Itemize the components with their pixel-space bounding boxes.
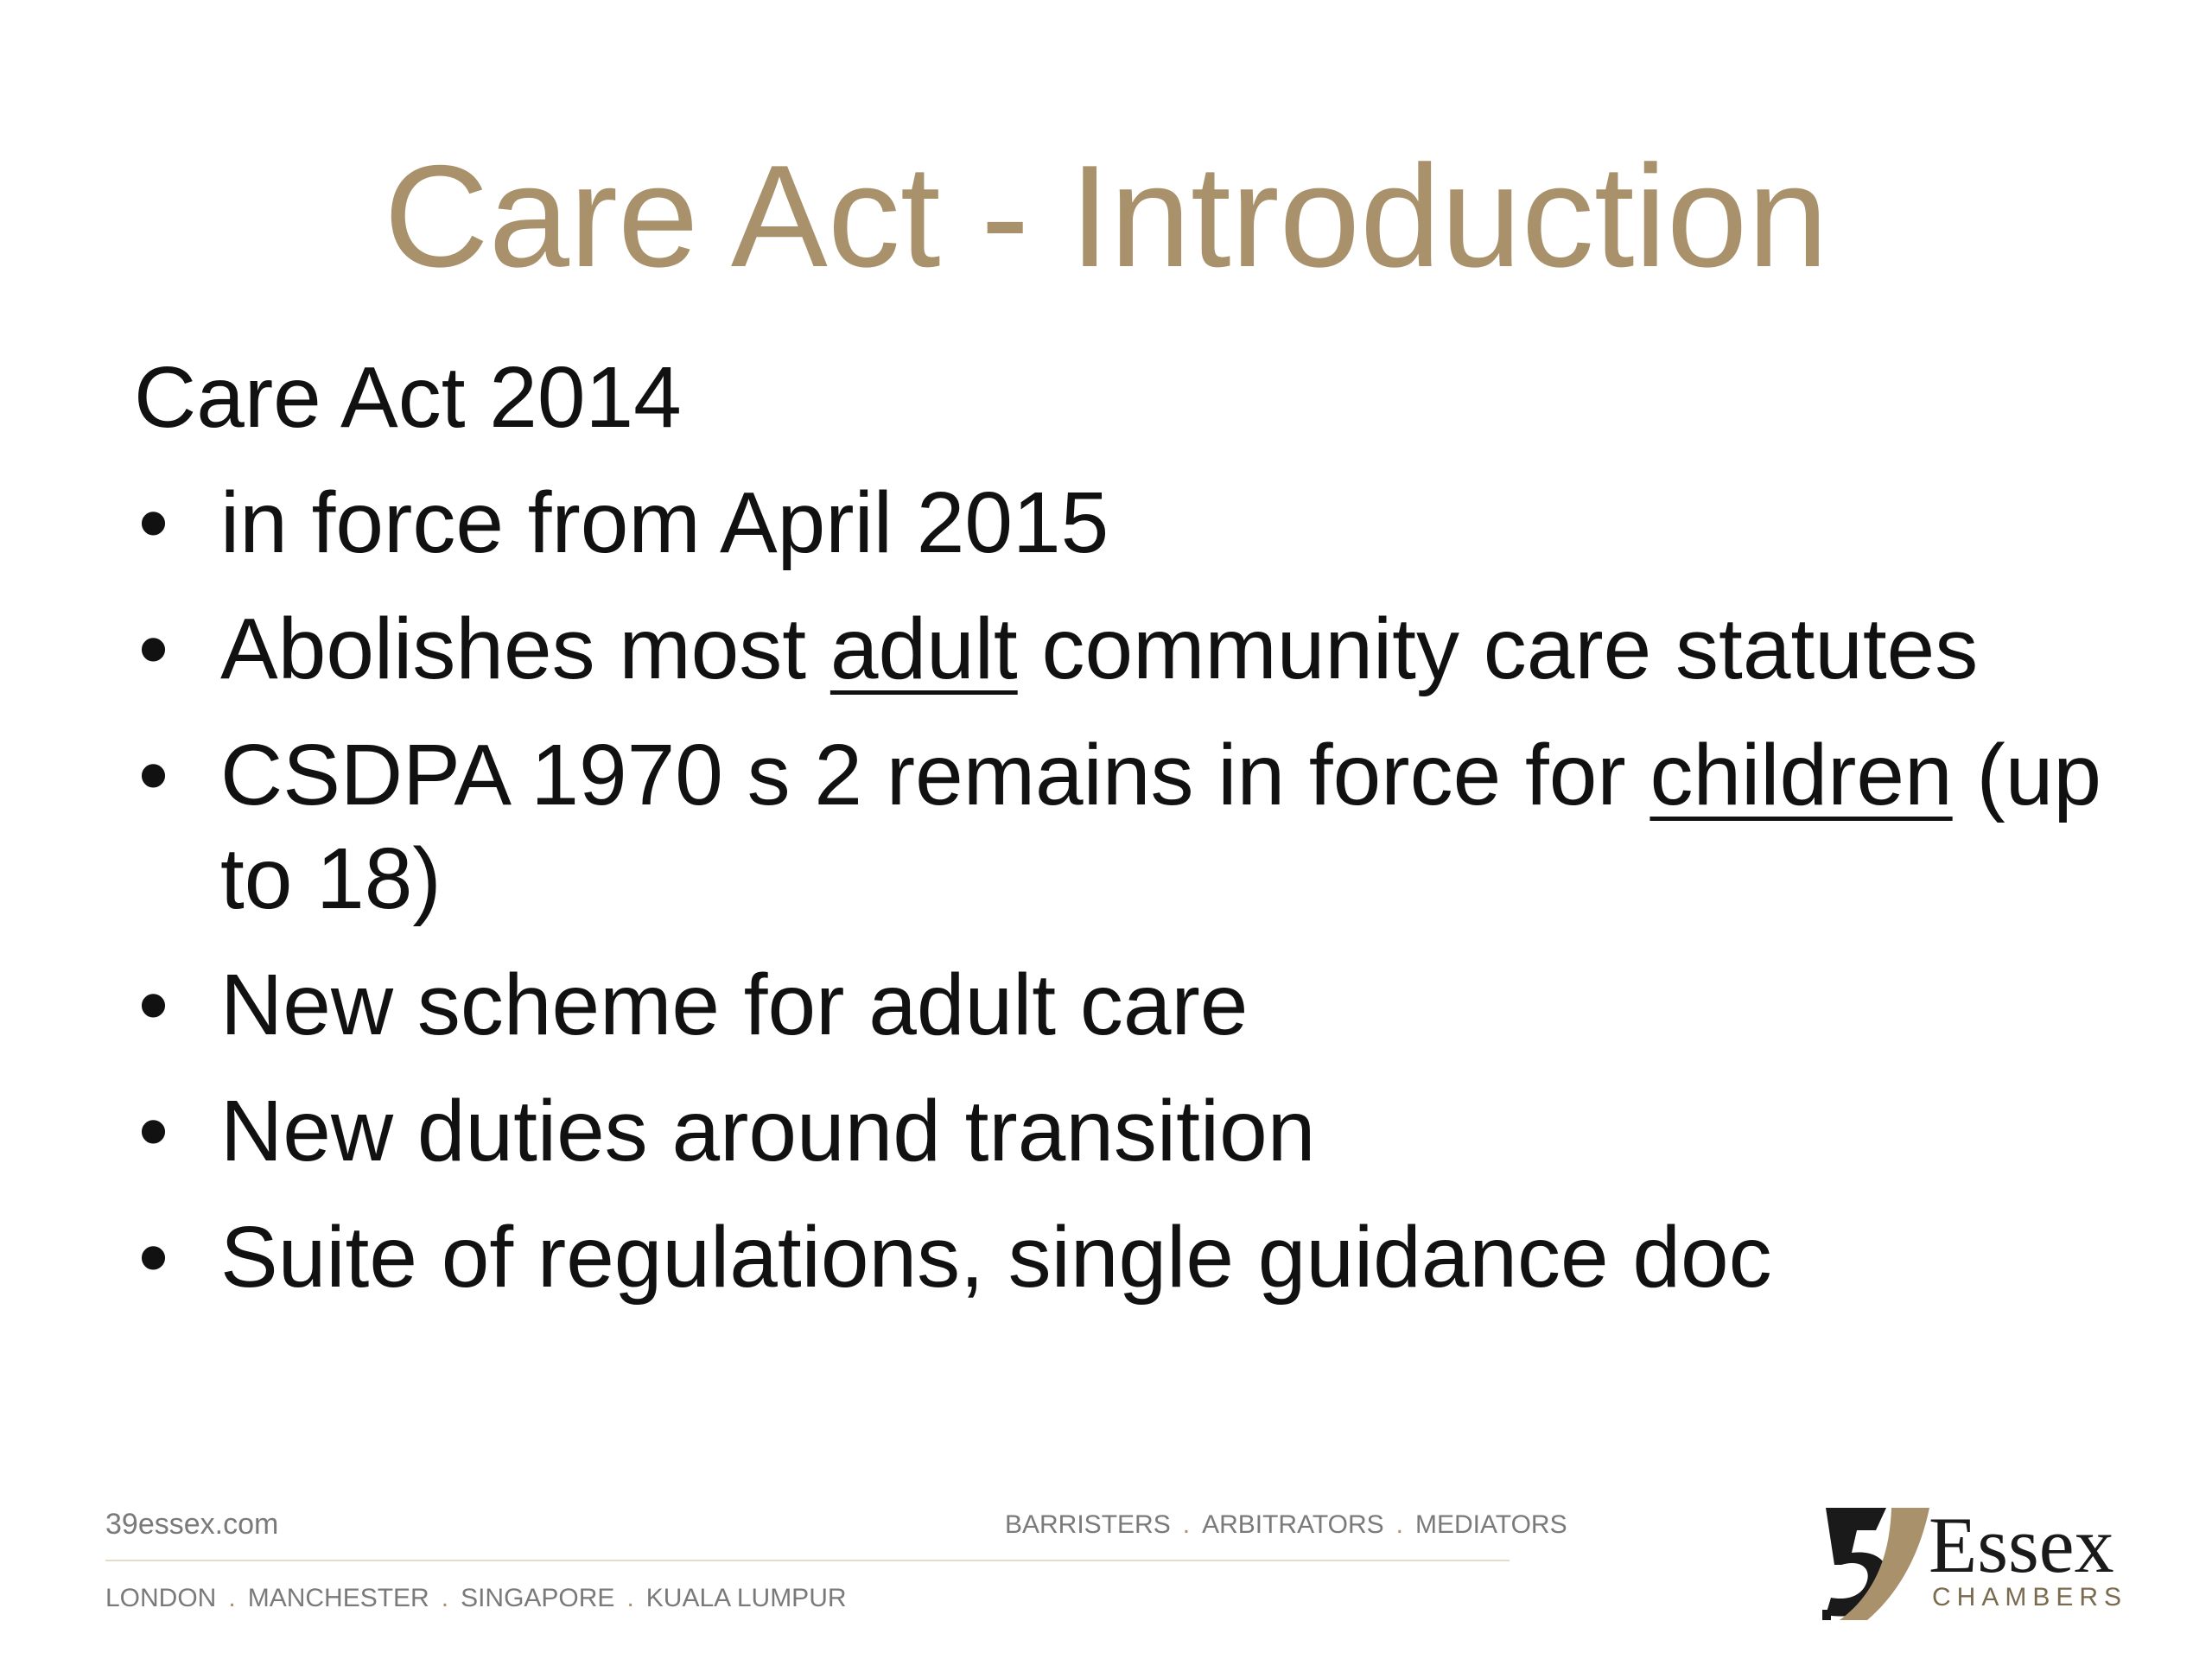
footer-divider — [105, 1560, 1510, 1561]
footer-city: LONDON — [105, 1584, 217, 1612]
bullet-text — [220, 957, 1248, 1053]
bullet-text-run: Suite of regulations, single guidance doc — [220, 1209, 1772, 1306]
footer-separator: . — [1182, 1510, 1191, 1539]
bullet-text-run: (up to 18) — [220, 727, 2101, 927]
bullet-text-run: CSDPA 1970 s 2 remains in force for — [220, 727, 1650, 823]
footer-separator: . — [228, 1584, 236, 1612]
footer-separator: . — [441, 1584, 449, 1612]
bullet-text-run: community care statutes — [1017, 601, 1979, 697]
bullet-item — [134, 1205, 2121, 1309]
bullet-text — [220, 474, 1109, 571]
bullet-dot-icon: • — [138, 1083, 169, 1179]
bullet-item — [134, 1079, 2121, 1183]
logo-mark-base — [1822, 1610, 1831, 1620]
bullet-item — [134, 723, 2121, 931]
footer-role: MEDIATORS — [1415, 1510, 1567, 1539]
bullet-text — [220, 601, 1978, 697]
underlined-term: adult — [830, 601, 1018, 697]
bullet-text — [220, 1209, 1772, 1306]
bullet-text-run: in force from April 2015 — [220, 474, 1109, 571]
bullet-text-run: Abolishes most — [220, 601, 830, 697]
bullet-dot-icon: • — [138, 474, 169, 571]
footer-separator: . — [626, 1584, 634, 1612]
footer-role: BARRISTERS — [1005, 1510, 1171, 1539]
bullet-text-run: New scheme for adult care — [220, 957, 1249, 1053]
logo-subtitle: CHAMBERS — [1932, 1583, 2128, 1611]
underlined-term: children — [1649, 727, 1953, 823]
bullet-item — [134, 953, 2121, 1057]
bullet-dot-icon: • — [138, 957, 169, 1053]
bullet-text — [220, 727, 2101, 927]
bullet-list — [134, 471, 2121, 1332]
bullet-dot-icon: • — [138, 601, 169, 697]
bullet-dot-icon: • — [138, 727, 169, 823]
bullet-dot-icon: • — [138, 1209, 169, 1306]
footer-url: 39essex.com — [105, 1508, 279, 1541]
footer-city: KUALA LUMPUR — [645, 1584, 847, 1612]
slide-title: Care Act - Introduction — [384, 135, 1828, 297]
logo-wordmark: Essex — [1929, 1501, 2114, 1589]
bullet-item — [134, 471, 2121, 575]
bullet-text — [220, 1083, 1315, 1179]
footer-cities — [105, 1584, 847, 1613]
bullet-item — [134, 597, 2121, 701]
footer-city: MANCHESTER — [247, 1584, 429, 1612]
footer-city: SINGAPORE — [461, 1584, 615, 1612]
footer-roles — [1005, 1510, 1567, 1540]
footer-role: ARBITRATORS — [1202, 1510, 1384, 1539]
slide-subtitle: Care Act 2014 — [134, 349, 682, 446]
footer-separator: . — [1395, 1510, 1403, 1539]
bullet-text-run: New duties around transition — [220, 1083, 1316, 1179]
